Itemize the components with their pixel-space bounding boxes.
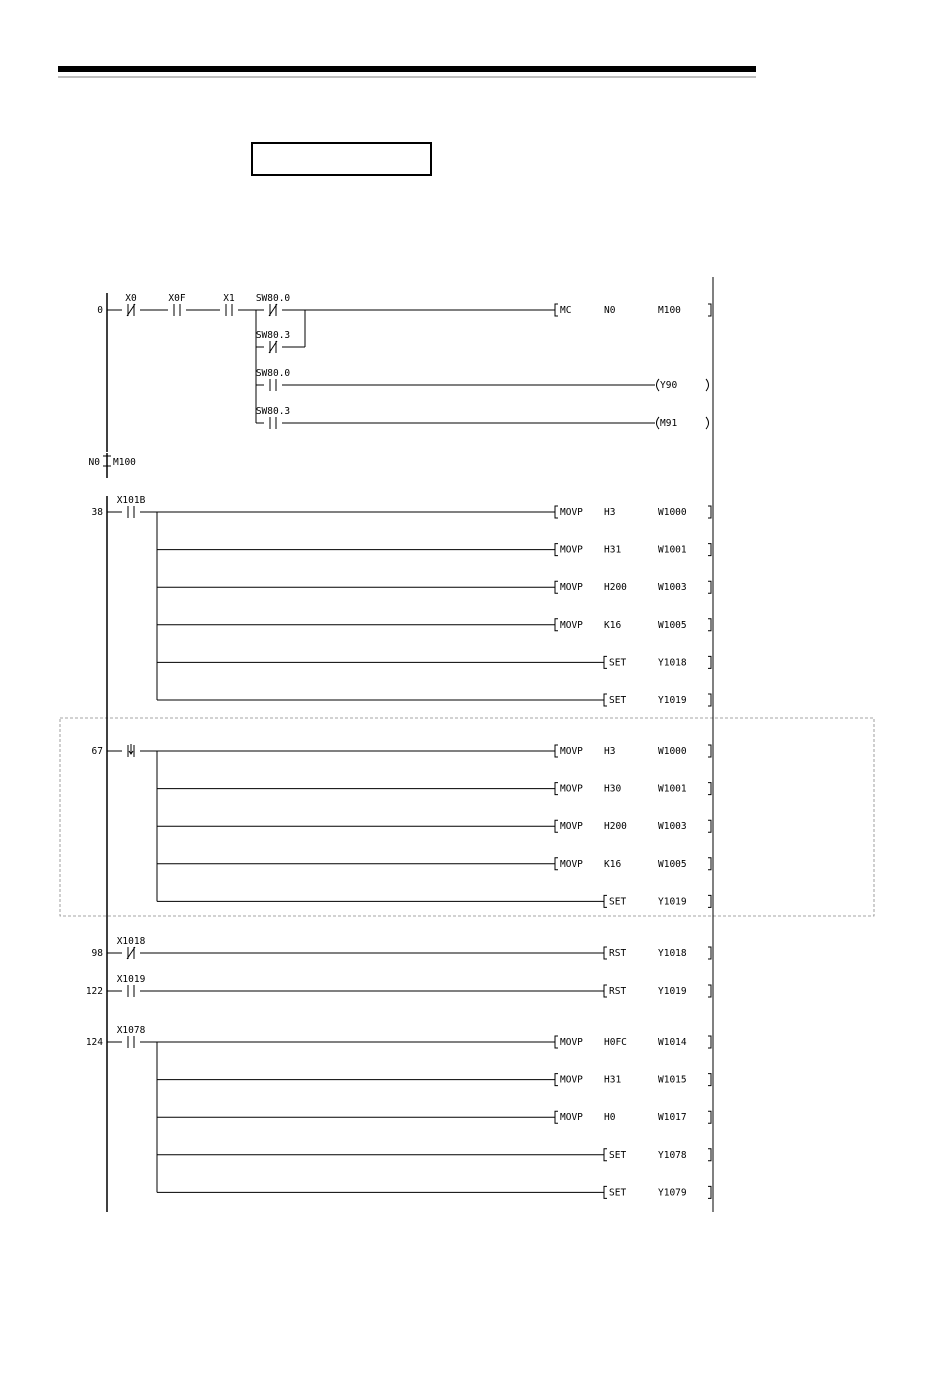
instruction-op: MC xyxy=(560,305,572,316)
instruction-op: RST xyxy=(609,986,627,997)
bracket-left xyxy=(604,947,607,959)
contact-label: X101B xyxy=(116,495,146,506)
step-number: 67 xyxy=(91,746,103,757)
instruction-op: MOVP xyxy=(560,1037,583,1048)
instruction-arg: H0 xyxy=(604,1112,616,1124)
bracket-right xyxy=(708,985,711,997)
coil-left xyxy=(657,417,660,429)
bracket-left xyxy=(555,581,558,593)
title-box xyxy=(252,143,431,175)
instruction-op: MOVP xyxy=(560,1074,583,1086)
instruction-op: MOVP xyxy=(560,582,583,594)
instruction-movp xyxy=(555,506,711,518)
instruction-movp xyxy=(555,1036,711,1048)
instruction-arg: W1003 xyxy=(658,582,687,594)
instruction-arg: K16 xyxy=(604,858,622,870)
bracket-right xyxy=(708,745,711,757)
instruction-op: MOVP xyxy=(560,619,583,631)
coil-device: M91 xyxy=(660,418,678,429)
instruction-movp xyxy=(555,1111,711,1123)
instruction-movp xyxy=(555,619,711,631)
bracket-right xyxy=(708,619,711,631)
bracket-right xyxy=(708,506,711,518)
instruction-arg: H30 xyxy=(604,783,622,795)
instruction-op: MOVP xyxy=(560,821,583,833)
instruction-arg: H3 xyxy=(604,746,616,757)
instruction-set xyxy=(604,694,711,706)
instruction-arg: Y1078 xyxy=(658,1149,687,1161)
contact-no xyxy=(117,495,146,518)
bracket-right xyxy=(708,1186,711,1198)
instruction-op: MOVP xyxy=(560,507,583,518)
instruction-arg: W1001 xyxy=(658,783,687,795)
coil xyxy=(657,379,709,391)
instruction-movp xyxy=(555,783,711,795)
contact-label: X1018 xyxy=(116,936,146,947)
bracket-left xyxy=(604,1186,607,1198)
coil-right xyxy=(706,379,709,391)
contact-label: X0 xyxy=(125,293,137,304)
coil-device: Y90 xyxy=(660,380,678,391)
instruction-op: SET xyxy=(609,896,627,908)
instruction-movp xyxy=(555,1074,711,1086)
mc-device: M100 xyxy=(113,457,136,468)
bracket-left xyxy=(555,506,558,518)
bracket-left xyxy=(555,1036,558,1048)
bracket-left xyxy=(555,1111,558,1123)
bracket-left xyxy=(604,985,607,997)
instruction-arg: Y1079 xyxy=(658,1187,687,1199)
contact-label: X1078 xyxy=(116,1025,146,1036)
instruction-arg: H31 xyxy=(604,1074,622,1086)
bracket-right xyxy=(708,694,711,706)
instruction-arg: H200 xyxy=(604,821,627,833)
bracket-left xyxy=(604,895,607,907)
instruction-arg: W1003 xyxy=(658,821,687,833)
bracket-right xyxy=(708,1036,711,1048)
step-number: 38 xyxy=(91,507,103,518)
coil-right xyxy=(706,417,709,429)
rungs-layer xyxy=(86,293,711,1198)
instruction-set xyxy=(604,1149,711,1161)
bracket-right xyxy=(708,544,711,556)
bracket-left xyxy=(555,1074,558,1086)
bracket-right xyxy=(708,1149,711,1161)
instruction-op: SET xyxy=(609,1187,627,1199)
bracket-left xyxy=(555,619,558,631)
instruction-arg: Y1019 xyxy=(658,695,687,706)
bracket-left xyxy=(604,1149,607,1161)
instruction-set xyxy=(604,656,711,668)
bracket-left xyxy=(604,656,607,668)
instruction-arg: H0FC xyxy=(604,1037,627,1048)
instruction-arg: Y1019 xyxy=(658,986,687,997)
step-number: 122 xyxy=(85,986,103,997)
bracket-left xyxy=(555,858,558,870)
instruction-arg: W1005 xyxy=(658,858,687,870)
contact-label: X1 xyxy=(223,293,235,304)
instruction-arg: M100 xyxy=(658,305,681,316)
contact-label: SW80.0 xyxy=(255,293,291,304)
instruction-op: RST xyxy=(609,948,627,959)
instruction-op: MOVP xyxy=(560,783,583,795)
instruction-arg: W1017 xyxy=(658,1112,687,1124)
instruction-movp xyxy=(555,544,711,556)
bracket-right xyxy=(708,581,711,593)
instruction-arg: Y1018 xyxy=(658,948,687,959)
bracket-left xyxy=(555,820,558,832)
instruction-arg: W1000 xyxy=(658,746,687,757)
bracket-left xyxy=(555,745,558,757)
instruction-op: SET xyxy=(609,657,627,669)
contact-nc xyxy=(125,293,137,316)
instruction-arg: W1000 xyxy=(658,507,687,518)
step-number: 98 xyxy=(91,948,103,959)
instruction-arg: H31 xyxy=(604,544,622,556)
contact-no xyxy=(168,293,185,316)
instruction-set xyxy=(604,1186,711,1198)
instruction-arg: K16 xyxy=(604,619,622,631)
instruction-movp xyxy=(555,745,711,757)
coil-left xyxy=(657,379,660,391)
instruction-set xyxy=(604,895,711,907)
instruction-arg: Y1019 xyxy=(658,896,687,908)
instruction-arg: W1015 xyxy=(658,1074,687,1086)
instruction-op: MOVP xyxy=(560,858,583,870)
bracket-left xyxy=(604,694,607,706)
instruction-arg: Y1018 xyxy=(658,657,687,669)
instruction-op: MOVP xyxy=(560,1112,583,1124)
bracket-right xyxy=(708,783,711,795)
instruction-mc xyxy=(555,304,711,316)
bracket-right xyxy=(708,947,711,959)
master-control-marker xyxy=(89,453,137,478)
instruction-arg: H200 xyxy=(604,582,627,594)
contact-no xyxy=(117,974,146,997)
instruction-movp xyxy=(555,820,711,832)
instruction-arg: H3 xyxy=(604,507,616,518)
bracket-right xyxy=(708,304,711,316)
bracket-left xyxy=(555,304,558,316)
bracket-right xyxy=(708,820,711,832)
mc-label: N0 xyxy=(88,457,100,468)
contact-nc xyxy=(256,293,291,316)
contact-no xyxy=(223,293,235,316)
contact-no xyxy=(256,406,290,429)
instruction-rst xyxy=(604,947,711,959)
instruction-rst xyxy=(604,985,711,997)
bracket-right xyxy=(708,858,711,870)
contact-label: X1019 xyxy=(116,974,146,985)
highlight-frame xyxy=(60,718,874,916)
instruction-op: SET xyxy=(609,1149,627,1161)
contact-label: SW80.3 xyxy=(255,330,291,341)
instruction-op: SET xyxy=(609,695,627,706)
bracket-right xyxy=(708,895,711,907)
instruction-op: MOVP xyxy=(560,544,583,556)
contact-no xyxy=(256,368,291,391)
bracket-right xyxy=(708,656,711,668)
contact-nc xyxy=(256,330,290,353)
instruction-op: MOVP xyxy=(560,746,583,757)
bracket-right xyxy=(708,1111,711,1123)
contact-label: X0F xyxy=(168,293,186,304)
instruction-arg: W1001 xyxy=(658,544,687,556)
bracket-right xyxy=(708,1074,711,1086)
step-number: 0 xyxy=(97,305,103,316)
contact-nc xyxy=(117,936,146,959)
instruction-arg: N0 xyxy=(604,305,616,316)
header-rule xyxy=(58,66,756,72)
instruction-arg: W1005 xyxy=(658,619,687,631)
step-number: 124 xyxy=(85,1037,103,1048)
contact-label: SW80.0 xyxy=(255,368,291,379)
instruction-movp xyxy=(555,858,711,870)
bracket-left xyxy=(555,544,558,556)
instruction-arg: W1014 xyxy=(658,1037,687,1048)
contact-label: SW80.3 xyxy=(255,406,291,417)
bracket-left xyxy=(555,783,558,795)
contact-falling xyxy=(128,744,134,757)
instruction-movp xyxy=(555,581,711,593)
contact-no xyxy=(117,1025,146,1048)
coil xyxy=(657,417,709,429)
